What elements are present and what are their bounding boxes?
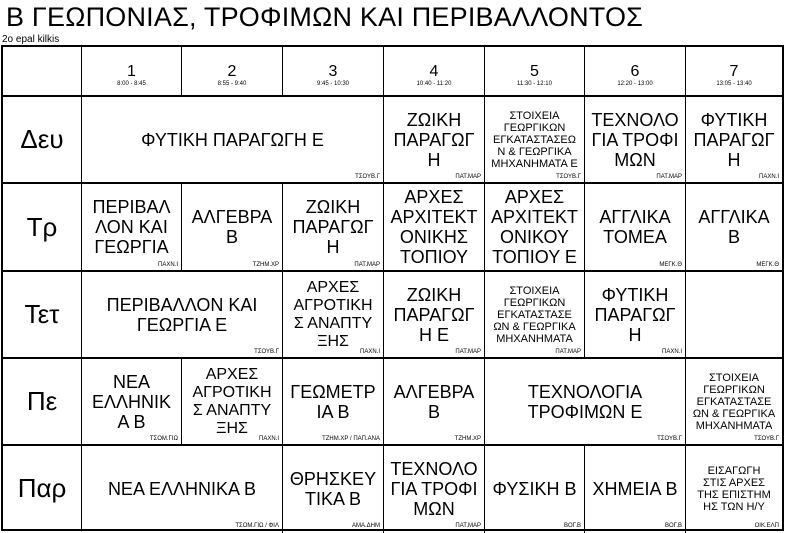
lesson-cell — [585, 97, 685, 182]
lesson-teacher: ΠΑΤ.ΜΑΡ — [354, 262, 380, 268]
lesson-cell — [182, 359, 282, 444]
period-header — [384, 47, 484, 95]
lesson-subject: ΦΥΤΙΚΗ ΠΑΡΑΓΩΓΗ Ε — [141, 129, 324, 150]
lesson-subject: ΝΕΑ ΕΛΛΗΝΙΚΑ Β — [107, 478, 257, 499]
lesson-cell — [384, 359, 484, 444]
lesson-cell — [384, 272, 484, 357]
lesson-cell — [686, 446, 782, 531]
lesson-teacher: ΠΑΧΝ.Ι — [157, 262, 178, 268]
period-number: 7 — [729, 63, 739, 80]
lesson-cell — [485, 359, 685, 444]
lesson-subject: ΖΩΙΚΗ ΠΑΡΑΓΩΓ Η Ε — [393, 284, 475, 345]
lesson-cell — [585, 272, 685, 357]
lesson-cell — [686, 97, 782, 182]
lesson-subject: ΤΕΧΝΟΛΟ ΓΙΑ ΤΡΟΦΙ ΜΩΝ — [591, 109, 679, 170]
period-time: 9:45 - 10:30 — [316, 81, 350, 87]
lesson-subject: ΘΡΗΣΚΕΥ ΤΙΚΑ Β — [289, 468, 377, 509]
lesson-cell — [283, 446, 383, 531]
lesson-teacher: ΠΑΤ.ΜΑΡ — [455, 349, 481, 355]
period-number: 6 — [630, 63, 640, 80]
lesson-cell — [585, 446, 685, 531]
period-header — [182, 47, 282, 95]
period-header — [82, 47, 181, 95]
lesson-teacher: ΠΑΧΝ.Ι — [258, 436, 279, 442]
lesson-subject: ΣΤΟΙΧΕΙΑ ΓΕΩΡΓΙΚΩΝ ΕΓΚΑΤΑΣΤΑΣΕ ΩΝ & ΓΕΩΡΓΙΚΑ ΜΗΧΑΝΗΜΑΤΑ — [692, 371, 776, 432]
lesson-subject: ΦΥΤΙΚΗ ΠΑΡΑΓΩΓ Η — [693, 109, 775, 170]
lesson-teacher: ΤΣΟΜ.ΓΙΩ / ΦΙΛ — [235, 523, 279, 529]
lesson-teacher: ΤΣΟΥΒ.Γ — [254, 349, 279, 355]
lesson-subject: ΑΛΓΕΒΡΑ Β — [191, 207, 273, 247]
lesson-subject: ΣΤΟΙΧΕΙΑ ΓΕΩΡΓΙΚΩΝ ΕΓΚΑΤΑΣΤΑΣΕΩ Ν & ΓΕΩΡΓΙΚΑ ΜΗΧΑΝΗΜΑΤΑ Ε — [491, 109, 578, 170]
lesson-subject: ΖΩΙΚΗ ΠΑΡΑΓΩΓ Η — [393, 109, 475, 170]
school-name: 2o epal kilkis — [2, 34, 60, 45]
day-label: Δευ — [20, 124, 64, 154]
lesson-teacher: ΑΜΑ.ΔΗΜ — [351, 523, 380, 529]
period-time: 8:55 - 9:40 — [217, 81, 247, 87]
lesson-subject: ΑΓΓΛΙΚΑ ΤΟΜΕΑ — [599, 207, 671, 247]
lesson-teacher: ΠΑΤ.ΜΑΡ — [656, 174, 682, 180]
lesson-cell — [485, 97, 584, 182]
lesson-cell — [686, 359, 782, 444]
period-number: 2 — [227, 63, 237, 80]
lesson-cell — [384, 184, 484, 270]
empty-cell — [686, 272, 782, 357]
lesson-cell — [82, 272, 282, 357]
lesson-cell — [283, 184, 383, 270]
period-number: 1 — [127, 63, 136, 80]
period-header — [485, 47, 584, 95]
lesson-cell — [485, 446, 584, 531]
lesson-cell — [485, 272, 584, 357]
lesson-cell — [82, 359, 181, 444]
lesson-cell — [82, 184, 181, 270]
period-time: 13:05 - 13:40 — [716, 81, 752, 87]
lesson-teacher: ΤΣΟΥΒ.Γ — [657, 436, 682, 442]
timetable — [1, 45, 784, 531]
lesson-subject: ΖΩΙΚΗ ΠΑΡΑΓΩΓ Η — [292, 197, 374, 257]
lesson-teacher: ΠΑΧΝ.Ι — [758, 174, 779, 180]
lesson-cell — [384, 97, 484, 182]
lesson-subject: ΑΓΓΛΙΚΑ Β — [698, 207, 770, 247]
lesson-teacher: ΜΕΓΚ.Θ — [756, 262, 779, 268]
period-time: 11:30 - 12:10 — [517, 81, 552, 87]
lesson-teacher: ΠΑΧΝ.Ι — [359, 349, 380, 355]
page-title: Β ΓΕΩΠΟΝΙΑΣ, ΤΡΟΦΙΜΩΝ ΚΑΙ ΠΕΡΙΒΑΛΛΟΝΤΟΣ — [6, 2, 644, 32]
lesson-teacher: ΒΟΓ.Β — [665, 523, 682, 529]
period-header — [686, 47, 782, 95]
lesson-subject: ΠΕΡΙΒΑΛΛΟΝ ΚΑΙ ΓΕΩΡΓΙΑ Ε — [106, 294, 258, 335]
lesson-teacher: ΠΑΤ.ΜΑΡ — [455, 523, 481, 529]
lesson-cell — [283, 359, 383, 444]
day-label: Τετ — [24, 299, 60, 329]
lesson-subject: ΑΛΓΕΒΡΑ Β — [393, 381, 475, 422]
lesson-subject: ΑΡΧΕΣ ΑΓΡΟΤΙΚΗ Σ ΑΝΑΠΤΥ ΞΗΣ — [192, 365, 272, 437]
lesson-teacher: ΤΖΗΜ.ΧΡ / ΠΑΠ.ΑΝΑ — [322, 436, 380, 442]
lesson-teacher: ΒΟΓ.Β — [564, 523, 581, 529]
lesson-teacher: ΤΖΗΜ.ΧΡ — [252, 262, 279, 268]
lesson-teacher: ΤΖΗΜ.ΧΡ — [454, 436, 481, 442]
lesson-subject: ΠΕΡΙΒΑΛ ΛΟΝ ΚΑΙ ΓΕΩΡΓΙΑ — [92, 197, 171, 257]
period-header — [585, 47, 685, 95]
lesson-subject: ΑΡΧΕΣ ΑΡΧΙΤΕΚΤ ΟΝΙΚΗΣ ΤΟΠΙΟΥ — [390, 187, 478, 267]
day-label: Πε — [26, 386, 58, 416]
period-time: 8:00 - 8:45 — [117, 81, 146, 87]
lesson-teacher: ΟΙΚ.ΕΛΠ — [754, 523, 779, 529]
lesson-teacher: ΤΣΟΥΒ.Γ — [355, 174, 380, 180]
lesson-cell — [686, 184, 782, 270]
lesson-subject: ΝΕΑ ΕΛΛΗΝΙΚ Α Β — [91, 371, 172, 432]
lesson-subject: ΤΕΧΝΟΛΟ ΓΙΑ ΤΡΟΦΙ ΜΩΝ — [390, 458, 478, 519]
lesson-teacher: ΤΣΟΥΒ.Γ — [556, 174, 581, 180]
lesson-cell — [585, 184, 685, 270]
period-number: 3 — [328, 63, 338, 80]
period-number: 4 — [429, 63, 439, 80]
lesson-teacher: ΠΑΧΝ.Ι — [661, 349, 682, 355]
period-number: 5 — [530, 63, 539, 80]
period-time: 12:20 - 13:00 — [617, 81, 653, 87]
lesson-teacher: ΤΣΟΥΒ.Γ — [754, 436, 779, 442]
lesson-cell — [182, 184, 282, 270]
lesson-teacher: ΜΕΓΚ.Θ — [659, 262, 682, 268]
lesson-cell — [283, 272, 383, 357]
lesson-teacher: ΤΣΟΜ.ΓΙΩ — [149, 436, 178, 442]
lesson-subject: ΦΥΤΙΚΗ ΠΑΡΑΓΩΓ Η — [594, 284, 676, 345]
day-label: Τρ — [26, 211, 58, 242]
lesson-subject: ΑΡΧΕΣ ΑΡΧΙΤΕΚΤ ΟΝΙΚΟΥ ΤΟΠΙΟΥ Ε — [490, 187, 579, 267]
lesson-subject: ΧΗΜΕΙΑ Β — [592, 478, 678, 499]
lesson-cell — [384, 446, 484, 531]
lesson-subject: ΑΡΧΕΣ ΑΓΡΟΤΙΚΗ Σ ΑΝΑΠΤΥ ΞΗΣ — [293, 278, 373, 350]
lesson-subject: ΕΙΣΑΓΩΓΗ ΣΤΙΣ ΑΡΧΕΣ ΤΗΣ ΕΠΙΣΤΗΜ ΗΣ ΤΩΝ Η/Υ — [697, 464, 771, 513]
period-time: 10:40 - 11:20 — [416, 81, 452, 87]
day-label: Παρ — [17, 473, 67, 503]
lesson-teacher: ΠΑΤ.ΜΑΡ — [555, 349, 581, 355]
lesson-subject: ΓΕΩΜΕΤΡ ΙΑ Β — [290, 381, 376, 422]
period-header — [283, 47, 383, 95]
lesson-teacher: ΠΑΤ.ΜΑΡ — [455, 174, 481, 180]
lesson-subject: ΣΤΟΙΧΕΙΑ ΓΕΩΡΓΙΚΩΝ ΕΓΚΑΤΑΣΤΑΣΕ ΩΝ & ΓΕΩΡΓΙΚΑ ΜΗΧΑΝΗΜΑΤΑ — [493, 284, 576, 345]
lesson-cell — [82, 97, 383, 182]
lesson-subject: ΦΥΣΙΚΗ Β — [492, 478, 577, 499]
lesson-subject: ΤΕΧΝΟΛΟΓΙΑ ΤΡΟΦΙΜΩΝ Ε — [527, 381, 643, 422]
lesson-cell — [485, 184, 584, 270]
lesson-cell — [82, 446, 282, 531]
